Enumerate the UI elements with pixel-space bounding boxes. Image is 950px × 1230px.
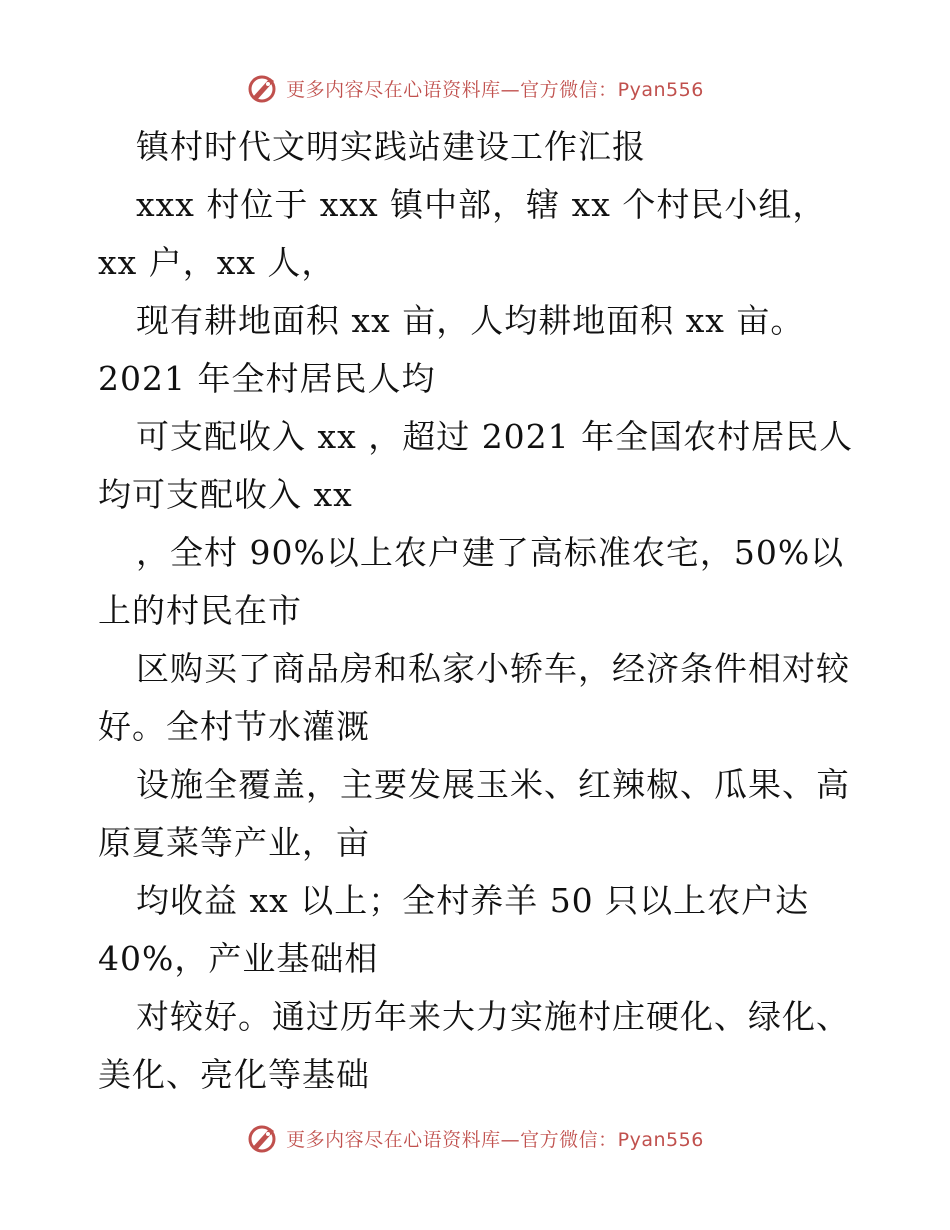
text-line: xx 户，xx 人， <box>98 243 336 282</box>
document-body <box>98 118 858 1104</box>
watermark-banner-bottom <box>0 1122 950 1154</box>
text-line: xxx 村位于 xxx 镇中部，辖 xx 个村民小组， <box>136 185 827 224</box>
text-line: 均可支配收入 xx <box>98 475 353 514</box>
text-line: 好。全村节水灌溉 <box>98 707 370 746</box>
text-line: 现有耕地面积 xx 亩，人均耕地面积 xx 亩。 <box>136 301 805 340</box>
watermark-text: 更多内容尽在心语资料库—官方微信：Pyan556 <box>286 1128 704 1151</box>
text-line: 可支配收入 xx ，超过 2021 年全国农村居民人 <box>136 417 854 456</box>
text-line: ，全村 90%以上农户建了高标准农宅，50%以 <box>136 533 845 572</box>
text-line: 区购买了商品房和私家小轿车，经济条件相对较 <box>136 649 850 688</box>
watermark-banner-top <box>0 72 950 104</box>
text-line: 上的村民在市 <box>98 591 302 630</box>
text-line: 40%，产业基础相 <box>98 939 379 978</box>
text-line: 美化、亮化等基础 <box>98 1055 370 1094</box>
pen-logo-icon <box>246 1122 278 1154</box>
text-line: 设施全覆盖，主要发展玉米、红辣椒、瓜果、高 <box>136 765 850 804</box>
text-line: 2021 年全村居民人均 <box>98 359 436 398</box>
text-line: 均收益 xx 以上；全村养羊 50 只以上农户达 <box>136 881 810 920</box>
document-title: 镇村时代文明实践站建设工作汇报 <box>136 127 646 166</box>
pen-logo-icon <box>246 72 278 104</box>
watermark-text: 更多内容尽在心语资料库—官方微信：Pyan556 <box>286 78 704 101</box>
text-line: 原夏菜等产业，亩 <box>98 823 370 862</box>
text-line: 对较好。通过历年来大力实施村庄硬化、绿化、 <box>136 997 850 1036</box>
